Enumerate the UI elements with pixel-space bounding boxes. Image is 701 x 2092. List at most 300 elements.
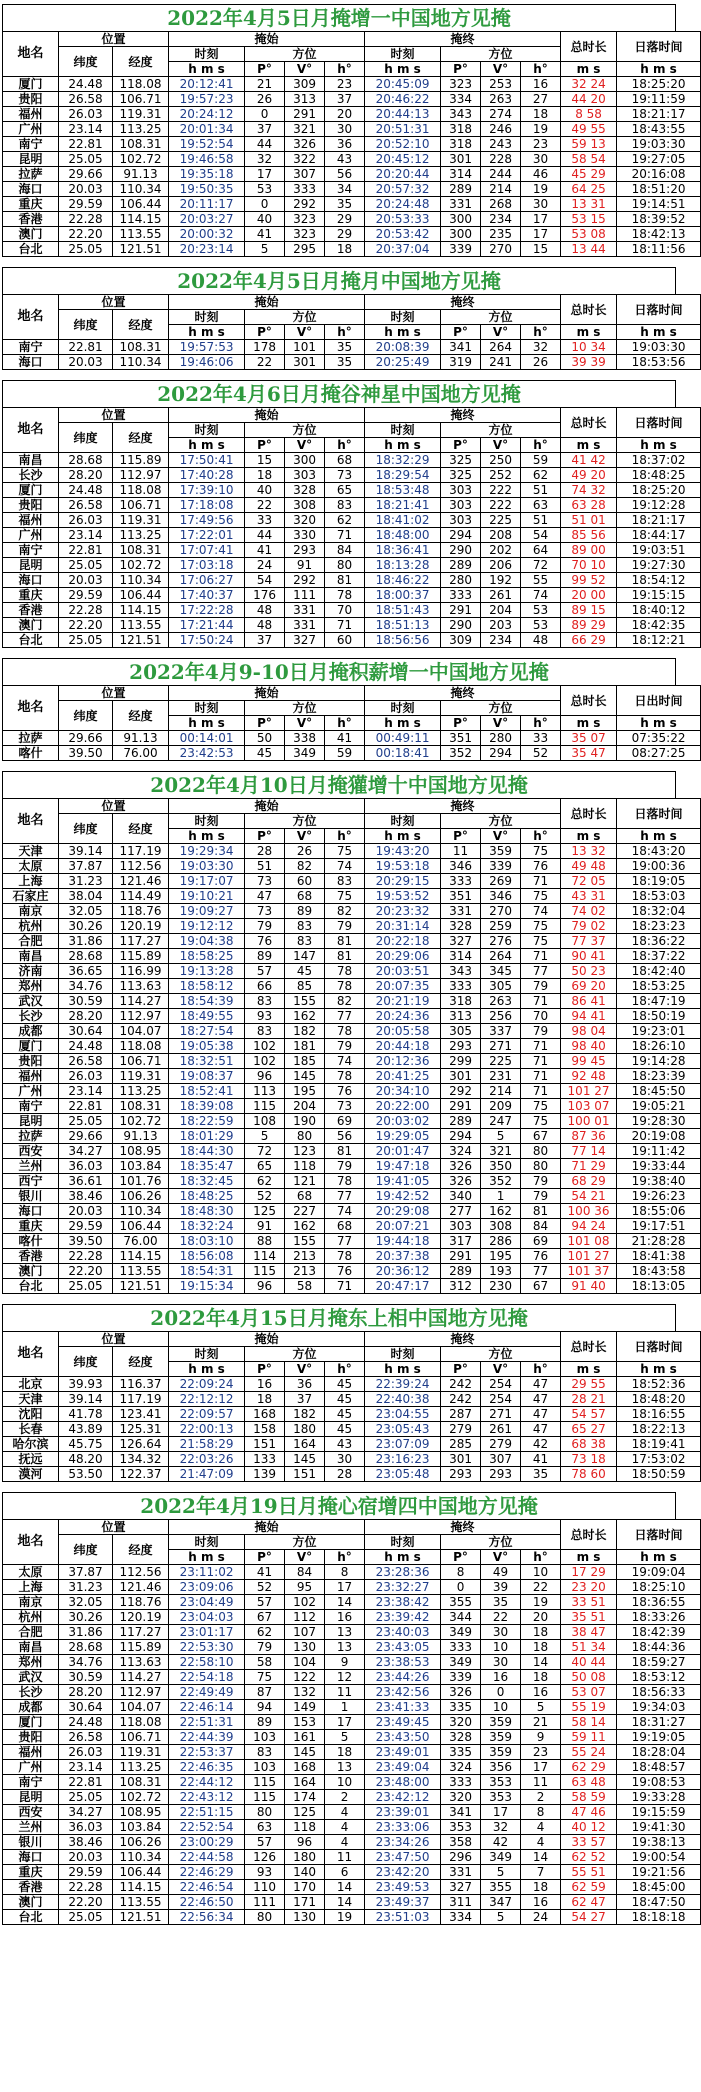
cell-ingress-p: 102 [245, 1054, 285, 1069]
table-row [3, 1655, 701, 1670]
cell-ingress-time: 19:10:21 [169, 889, 245, 904]
cell-ingress-h: 18 [325, 1745, 365, 1760]
cell-ingress-p: 108 [245, 1114, 285, 1129]
cell-ingress-v: 333 [285, 182, 325, 197]
cell-ingress-p: 28 [245, 844, 285, 859]
cell-city: 重庆 [3, 1865, 59, 1880]
cell-lat: 22.81 [59, 340, 113, 355]
cell-ingress-p: 57 [245, 1835, 285, 1850]
header-egress: 掩终 [365, 686, 561, 701]
table-row [3, 107, 701, 122]
cell-ingress-time: 22:44:58 [169, 1850, 245, 1865]
cell-duration: 69 20 [561, 979, 617, 994]
cell-ingress-time: 22:51:15 [169, 1805, 245, 1820]
cell-egress-p: 328 [441, 1730, 481, 1745]
cell-lat: 30.26 [59, 1610, 113, 1625]
header-last-col: 日落时间 [617, 1520, 701, 1550]
cell-ingress-p: 57 [245, 1595, 285, 1610]
occultation-section [0, 380, 686, 648]
cell-city: 银川 [3, 1835, 59, 1850]
cell-set-time: 18:56:33 [617, 1685, 701, 1700]
cell-egress-h: 80 [521, 1159, 561, 1174]
cell-duration: 62 59 [561, 1880, 617, 1895]
cell-egress-p: 331 [441, 904, 481, 919]
cell-city: 福州 [3, 1069, 59, 1084]
cell-egress-v: 269 [481, 874, 521, 889]
cell-egress-p: 327 [441, 1880, 481, 1895]
cell-duration: 55 24 [561, 1745, 617, 1760]
cell-lon: 106.44 [113, 1219, 169, 1234]
cell-egress-v: 241 [481, 355, 521, 370]
cell-duration: 91 40 [561, 1279, 617, 1294]
table-row [3, 483, 701, 498]
table-row [3, 1865, 701, 1880]
cell-ingress-p: 75 [245, 1670, 285, 1685]
table-row [3, 1685, 701, 1700]
cell-ingress-time: 22:53:37 [169, 1745, 245, 1760]
header-h: h° [521, 716, 561, 731]
header-hms: h m s [169, 716, 245, 731]
header-city: 地名 [3, 686, 59, 731]
cell-ingress-p: 17 [245, 167, 285, 182]
cell-lon: 113.55 [113, 1895, 169, 1910]
cell-egress-p: 339 [441, 1670, 481, 1685]
cell-egress-p: 318 [441, 122, 481, 137]
cell-lon: 117.27 [113, 934, 169, 949]
header-v: V° [481, 62, 521, 77]
cell-egress-v: 222 [481, 498, 521, 513]
cell-lat: 28.68 [59, 453, 113, 468]
cell-egress-h: 11 [521, 1775, 561, 1790]
cell-ingress-v: 161 [285, 1730, 325, 1745]
cell-duration: 53 07 [561, 1685, 617, 1700]
cell-ingress-v: 68 [285, 1189, 325, 1204]
cell-lat: 24.48 [59, 1715, 113, 1730]
cell-egress-p: 303 [441, 1219, 481, 1234]
cell-egress-h: 79 [521, 979, 561, 994]
cell-duration: 68 38 [561, 1437, 617, 1452]
cell-duration: 65 27 [561, 1422, 617, 1437]
cell-ingress-v: 320 [285, 513, 325, 528]
table-row [3, 1219, 701, 1234]
cell-egress-p: 318 [441, 137, 481, 152]
cell-ingress-h: 17 [325, 1580, 365, 1595]
cell-city: 太原 [3, 859, 59, 874]
cell-duration: 55 51 [561, 1865, 617, 1880]
cell-ingress-time: 19:57:53 [169, 340, 245, 355]
cell-ingress-v: 83 [285, 934, 325, 949]
cell-city: 西宁 [3, 1174, 59, 1189]
cell-ingress-time: 22:52:54 [169, 1820, 245, 1835]
table-row [3, 874, 701, 889]
cell-ingress-v: 68 [285, 889, 325, 904]
table-row [3, 603, 701, 618]
cell-ingress-v: 326 [285, 137, 325, 152]
cell-duration: 100 36 [561, 1204, 617, 1219]
cell-ingress-h: 29 [325, 227, 365, 242]
cell-egress-v: 202 [481, 543, 521, 558]
cell-lon: 122.37 [113, 1467, 169, 1482]
cell-set-time: 18:39:52 [617, 212, 701, 227]
cell-city: 兰州 [3, 1820, 59, 1835]
cell-lon: 115.89 [113, 1640, 169, 1655]
cell-egress-h: 67 [521, 1279, 561, 1294]
cell-ingress-v: 328 [285, 483, 325, 498]
cell-set-time: 18:47:50 [617, 1895, 701, 1910]
cell-egress-h: 32 [521, 340, 561, 355]
cell-egress-h: 9 [521, 1730, 561, 1745]
cell-ingress-time: 22:53:30 [169, 1640, 245, 1655]
cell-egress-h: 18 [521, 1670, 561, 1685]
header-p: P° [441, 325, 481, 340]
cell-ingress-v: 151 [285, 1467, 325, 1482]
cell-ingress-p: 80 [245, 1910, 285, 1925]
cell-lon: 106.26 [113, 1189, 169, 1204]
cell-egress-p: 333 [441, 1775, 481, 1790]
cell-lon: 91.13 [113, 1129, 169, 1144]
table-row [3, 1039, 701, 1054]
cell-ingress-h: 28 [325, 1467, 365, 1482]
cell-egress-v: 231 [481, 1069, 521, 1084]
cell-egress-v: 307 [481, 1452, 521, 1467]
cell-egress-time: 20:37:38 [365, 1249, 441, 1264]
cell-ingress-time: 23:01:17 [169, 1625, 245, 1640]
header-v: V° [285, 829, 325, 844]
table-row [3, 1159, 701, 1174]
cell-set-time: 18:43:20 [617, 844, 701, 859]
cell-set-time: 18:44:17 [617, 528, 701, 543]
header-ingress: 掩始 [169, 799, 365, 814]
header-hms: h m s [169, 325, 245, 340]
cell-ingress-v: 140 [285, 1865, 325, 1880]
cell-set-time: 19:03:30 [617, 137, 701, 152]
table-row [3, 152, 701, 167]
header-hms: h m s [365, 1362, 441, 1377]
table-row [3, 1640, 701, 1655]
cell-ingress-time: 18:22:59 [169, 1114, 245, 1129]
cell-ingress-p: 37 [245, 122, 285, 137]
cell-ingress-h: 9 [325, 1655, 365, 1670]
cell-egress-time: 23:49:37 [365, 1895, 441, 1910]
cell-egress-p: 291 [441, 1249, 481, 1264]
cell-set-time: 18:47:19 [617, 994, 701, 1009]
cell-set-time: 18:51:20 [617, 182, 701, 197]
section-title: 2022年4月15日月掩东上相中国地方见掩 [2, 1304, 676, 1331]
header-v: V° [285, 1362, 325, 1377]
cell-set-time: 18:22:13 [617, 1422, 701, 1437]
cell-lat: 22.20 [59, 1264, 113, 1279]
cell-egress-time: 20:51:31 [365, 122, 441, 137]
cell-duration: 70 10 [561, 558, 617, 573]
cell-lat: 22.81 [59, 1099, 113, 1114]
cell-egress-p: 303 [441, 483, 481, 498]
cell-egress-p: 313 [441, 1009, 481, 1024]
header-h: h° [325, 438, 365, 453]
cell-egress-h: 55 [521, 573, 561, 588]
cell-lon: 117.27 [113, 1625, 169, 1640]
cell-duration: 53 15 [561, 212, 617, 227]
cell-egress-time: 19:47:18 [365, 1159, 441, 1174]
cell-set-time: 18:19:05 [617, 874, 701, 889]
cell-egress-v: 214 [481, 182, 521, 197]
table-row [3, 859, 701, 874]
cell-duration: 35 51 [561, 1610, 617, 1625]
cell-duration: 49 55 [561, 122, 617, 137]
cell-egress-time: 20:20:44 [365, 167, 441, 182]
cell-lon: 118.08 [113, 77, 169, 92]
header-city: 地名 [3, 1332, 59, 1377]
cell-egress-h: 47 [521, 1422, 561, 1437]
cell-ingress-v: 58 [285, 1279, 325, 1294]
cell-lon: 120.19 [113, 1610, 169, 1625]
header-lon: 经度 [113, 1347, 169, 1377]
cell-ingress-v: 132 [285, 1685, 325, 1700]
header-time: 时刻 [169, 1347, 245, 1362]
cell-egress-p: 300 [441, 212, 481, 227]
table-row [3, 1009, 701, 1024]
table-row [3, 453, 701, 468]
cell-lat: 45.75 [59, 1437, 113, 1452]
cell-egress-v: 228 [481, 152, 521, 167]
header-position: 位置 [59, 799, 169, 814]
cell-egress-v: 49 [481, 1565, 521, 1580]
cell-ingress-p: 89 [245, 949, 285, 964]
cell-egress-h: 76 [521, 859, 561, 874]
cell-egress-v: 271 [481, 1039, 521, 1054]
cell-set-time: 18:18:18 [617, 1910, 701, 1925]
cell-egress-v: 235 [481, 227, 521, 242]
cell-ingress-h: 14 [325, 1895, 365, 1910]
cell-egress-v: 256 [481, 1009, 521, 1024]
cell-set-time: 18:25:20 [617, 483, 701, 498]
cell-egress-p: 339 [441, 242, 481, 257]
cell-duration: 28 21 [561, 1392, 617, 1407]
cell-lon: 134.32 [113, 1452, 169, 1467]
cell-ingress-p: 139 [245, 1467, 285, 1482]
cell-ingress-time: 23:11:02 [169, 1565, 245, 1580]
cell-egress-p: 285 [441, 1437, 481, 1452]
header-azimuth: 方位 [441, 310, 561, 325]
cell-ingress-v: 295 [285, 242, 325, 257]
cell-ingress-time: 23:09:06 [169, 1580, 245, 1595]
cell-egress-h: 84 [521, 1219, 561, 1234]
cell-ingress-time: 19:29:34 [169, 844, 245, 859]
header-h: h° [325, 1550, 365, 1565]
occultation-section [0, 771, 686, 1294]
cell-duration: 35 47 [561, 746, 617, 761]
cell-ingress-h: 18 [325, 242, 365, 257]
section-title: 2022年4月9-10日月掩积薪增一中国地方见掩 [2, 658, 676, 685]
cell-ingress-h: 37 [325, 92, 365, 107]
cell-set-time: 07:35:22 [617, 731, 701, 746]
cell-egress-v: 352 [481, 1174, 521, 1189]
table-row [3, 227, 701, 242]
cell-egress-p: 292 [441, 1084, 481, 1099]
cell-ingress-p: 110 [245, 1880, 285, 1895]
cell-egress-h: 16 [521, 1685, 561, 1700]
cell-city: 南昌 [3, 1640, 59, 1655]
cell-duration: 89 15 [561, 603, 617, 618]
cell-ingress-h: 13 [325, 1760, 365, 1775]
cell-ingress-v: 80 [285, 1129, 325, 1144]
cell-egress-p: 296 [441, 1850, 481, 1865]
cell-egress-time: 20:22:00 [365, 1099, 441, 1114]
cell-egress-p: 326 [441, 1174, 481, 1189]
cell-set-time: 18:21:17 [617, 513, 701, 528]
cell-egress-p: 280 [441, 573, 481, 588]
cell-set-time: 18:23:39 [617, 1069, 701, 1084]
cell-ingress-time: 17:22:28 [169, 603, 245, 618]
cell-egress-v: 252 [481, 468, 521, 483]
cell-lon: 110.34 [113, 1204, 169, 1219]
cell-ingress-p: 0 [245, 107, 285, 122]
cell-egress-time: 22:39:24 [365, 1377, 441, 1392]
cell-egress-time: 20:23:32 [365, 904, 441, 919]
cell-city: 重庆 [3, 197, 59, 212]
cell-egress-v: 270 [481, 242, 521, 257]
cell-city: 兰州 [3, 1159, 59, 1174]
cell-egress-h: 30 [521, 152, 561, 167]
cell-egress-p: 349 [441, 1655, 481, 1670]
cell-egress-v: 209 [481, 1099, 521, 1114]
cell-city: 长春 [3, 1422, 59, 1437]
cell-ingress-time: 17:22:01 [169, 528, 245, 543]
cell-ingress-h: 81 [325, 934, 365, 949]
cell-ingress-p: 87 [245, 1685, 285, 1700]
cell-egress-time: 23:43:05 [365, 1640, 441, 1655]
cell-ingress-v: 45 [285, 964, 325, 979]
cell-duration: 59 11 [561, 1730, 617, 1745]
cell-set-time: 20:16:08 [617, 167, 701, 182]
cell-set-time: 19:03:30 [617, 340, 701, 355]
cell-city: 石家庄 [3, 889, 59, 904]
header-hms: h m s [169, 829, 245, 844]
cell-egress-time: 18:46:22 [365, 573, 441, 588]
cell-egress-v: 208 [481, 528, 521, 543]
cell-ingress-h: 45 [325, 1377, 365, 1392]
cell-duration: 58 59 [561, 1790, 617, 1805]
cell-egress-h: 79 [521, 1189, 561, 1204]
cell-city: 厦门 [3, 77, 59, 92]
cell-ingress-time: 23:00:29 [169, 1835, 245, 1850]
header-egress: 掩终 [365, 408, 561, 423]
cell-city: 成都 [3, 1700, 59, 1715]
cell-lat: 22.81 [59, 137, 113, 152]
cell-city: 南宁 [3, 543, 59, 558]
cell-lat: 31.86 [59, 1625, 113, 1640]
cell-egress-v: 268 [481, 197, 521, 212]
cell-lat: 26.03 [59, 107, 113, 122]
table-row [3, 167, 701, 182]
cell-egress-v: 42 [481, 1835, 521, 1850]
cell-ingress-p: 91 [245, 1219, 285, 1234]
cell-lat: 26.03 [59, 1745, 113, 1760]
cell-duration: 54 57 [561, 1407, 617, 1422]
header-duration: 总时长 [561, 1332, 617, 1362]
cell-egress-p: 11 [441, 844, 481, 859]
cell-egress-v: 305 [481, 979, 521, 994]
cell-lon: 119.31 [113, 513, 169, 528]
header-p: P° [441, 438, 481, 453]
table-row [3, 1730, 701, 1745]
cell-set-time: 19:00:36 [617, 859, 701, 874]
cell-city: 澳门 [3, 1895, 59, 1910]
cell-egress-p: 343 [441, 107, 481, 122]
cell-ingress-v: 118 [285, 1159, 325, 1174]
cell-duration: 50 23 [561, 964, 617, 979]
cell-set-time: 19:38:13 [617, 1835, 701, 1850]
cell-lat: 26.58 [59, 1054, 113, 1069]
cell-lat: 26.58 [59, 1730, 113, 1745]
table-row [3, 1264, 701, 1279]
table-row [3, 964, 701, 979]
cell-egress-v: 5 [481, 1910, 521, 1925]
cell-egress-p: 320 [441, 1715, 481, 1730]
cell-egress-time: 00:18:41 [365, 746, 441, 761]
cell-lat: 25.05 [59, 1279, 113, 1294]
header-time: 时刻 [169, 701, 245, 716]
cell-lon: 121.46 [113, 1580, 169, 1595]
cell-egress-p: 335 [441, 1700, 481, 1715]
cell-egress-time: 19:44:18 [365, 1234, 441, 1249]
cell-egress-v: 270 [481, 904, 521, 919]
cell-ingress-v: 84 [285, 1565, 325, 1580]
header-hms: h m s [365, 716, 441, 731]
cell-ingress-p: 151 [245, 1437, 285, 1452]
cell-egress-h: 75 [521, 1099, 561, 1114]
cell-duration: 101 08 [561, 1234, 617, 1249]
header-p: P° [245, 438, 285, 453]
cell-egress-p: 303 [441, 498, 481, 513]
cell-set-time: 19:33:28 [617, 1790, 701, 1805]
table-row [3, 618, 701, 633]
cell-lon: 106.44 [113, 588, 169, 603]
table-row [3, 731, 701, 746]
cell-lon: 108.31 [113, 1775, 169, 1790]
cell-lon: 113.25 [113, 528, 169, 543]
cell-city: 海口 [3, 1204, 59, 1219]
cell-egress-v: 280 [481, 731, 521, 746]
cell-lat: 53.50 [59, 1467, 113, 1482]
cell-set-time: 19:41:30 [617, 1820, 701, 1835]
cell-city: 南昌 [3, 453, 59, 468]
cell-ingress-time: 18:49:55 [169, 1009, 245, 1024]
cell-egress-time: 20:29:08 [365, 1204, 441, 1219]
cell-city: 拉萨 [3, 1129, 59, 1144]
cell-ingress-p: 79 [245, 1640, 285, 1655]
cell-ingress-h: 4 [325, 1820, 365, 1835]
cell-lon: 121.51 [113, 1279, 169, 1294]
cell-ingress-v: 118 [285, 1820, 325, 1835]
cell-ingress-p: 176 [245, 588, 285, 603]
cell-ingress-h: 12 [325, 1670, 365, 1685]
cell-ingress-p: 15 [245, 453, 285, 468]
cell-ingress-v: 155 [285, 994, 325, 1009]
cell-ingress-v: 213 [285, 1249, 325, 1264]
cell-duration: 68 29 [561, 1174, 617, 1189]
cell-ingress-time: 23:04:03 [169, 1610, 245, 1625]
cell-city: 贵阳 [3, 1730, 59, 1745]
cell-ingress-h: 83 [325, 874, 365, 889]
cell-egress-v: 204 [481, 603, 521, 618]
cell-set-time: 18:31:27 [617, 1715, 701, 1730]
cell-set-time: 19:26:23 [617, 1189, 701, 1204]
cell-egress-h: 19 [521, 182, 561, 197]
cell-egress-p: 334 [441, 1910, 481, 1925]
cell-egress-time: 23:49:53 [365, 1880, 441, 1895]
header-p: P° [245, 1550, 285, 1565]
header-position: 位置 [59, 686, 169, 701]
